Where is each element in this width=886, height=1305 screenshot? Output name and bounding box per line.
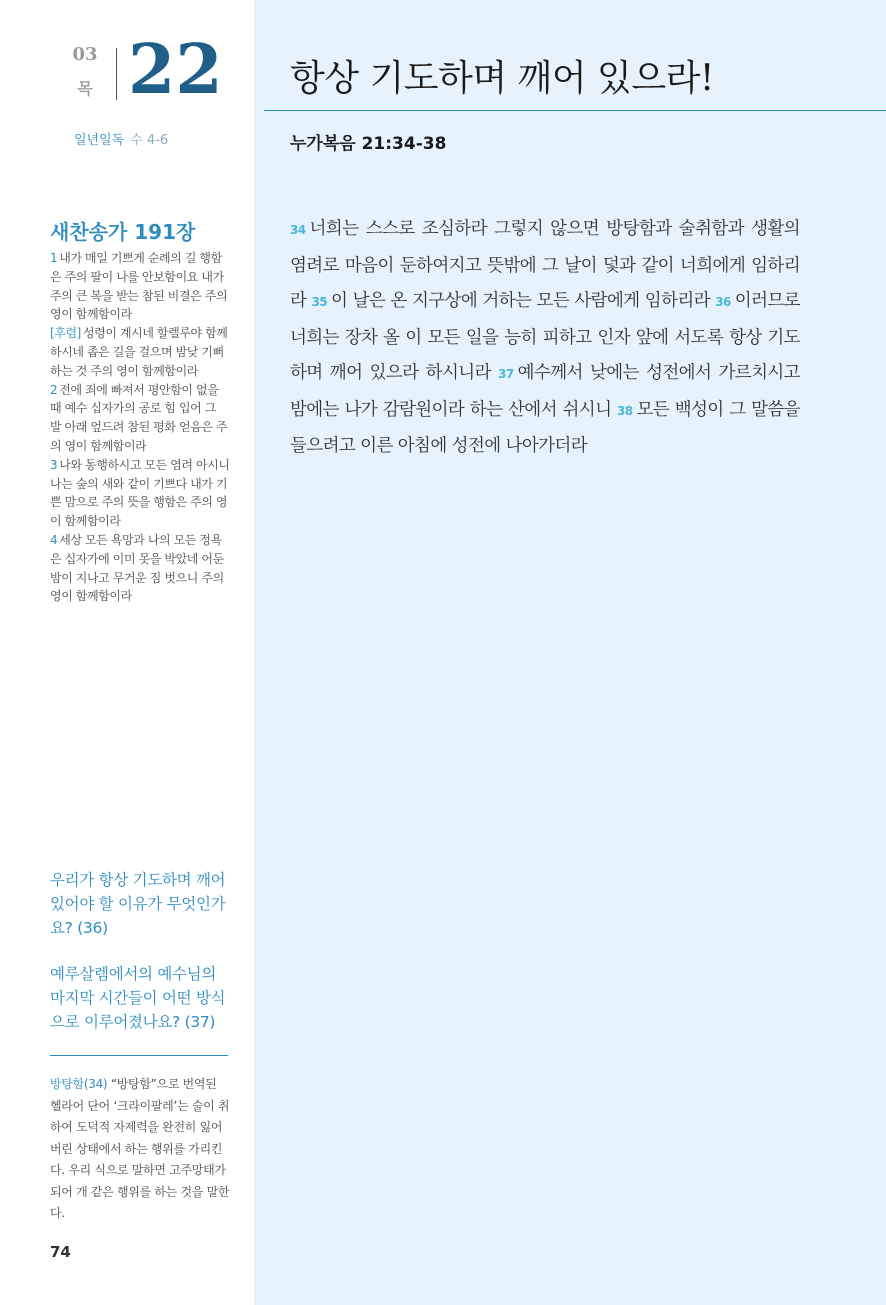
question-1: 우리가 항상 기도하며 깨어 있어야 할 이유가 무엇인가요? (36) [50,871,226,937]
stanza-number: 2 [50,382,58,397]
hymn-stanza [50,456,230,531]
verse-text: 이 날은 온 지구상에 거하는 모든 사람에게 임하리라 [331,291,711,311]
stanza-text: 내가 매일 기쁘게 순례의 길 행함은 주의 팔이 나를 안보함이요 내가 주의 큰 복을 받는 참된 비결은 주의 영이 함께함이라 [50,251,228,322]
date-day: 22 [128,30,223,110]
title-rule [264,110,886,111]
page-title: 항상 기도하며 깨어 있으라! [290,58,714,99]
main-panel [254,0,886,1305]
stanza-text: 성령이 계시네 할렐루야 함께하시네 좁은 길을 걸으며 밤낮 기뻐하는 것 주의 영이 함께함이라 [50,326,228,378]
word-note [50,1074,230,1225]
stanza-text: 전에 죄에 빠져서 평안함이 없을 때 예수 십자가의 공로 힘 입어 그 발 아래 엎드려 참된 평화 얻음은 주의 영이 함께함이라 [50,382,228,453]
note-term: 방탕함(34) [50,1077,108,1091]
page-number: 74 [50,1243,71,1261]
note-divider [50,1055,228,1056]
hymn-stanza [50,531,230,606]
stanza-text: 나와 동행하시고 모든 염려 아시니 나는 숲의 새와 같이 기쁘다 내가 기쁜 맘으로 주의 뜻을 행함은 주의 영이 함께함이라 [50,457,230,529]
verse-text: 너희는 스스로 조심하라 그렇지 않으면 방탕함과 술취함과 생활의 염려로 마음이 둔하여지고 뜻밖에 그 날이 덫과 같이 너희에게 임하리라 [290,219,800,311]
stanza-number: [후렴] [50,326,81,341]
verse-text: 이러므로 너희는 장차 올 이 모든 일을 능히 피하고 인자 앞에 서도록 항상 기도하며 깨어 있으라 하시니라 [290,291,800,383]
scripture-passage [290,212,800,465]
hymn-title: 새찬송가 191장 [50,220,196,244]
stanza-text: 세상 모든 욕망과 나의 모든 정욕은 십자가에 이미 못을 박았네 어둔 밤이 지나고 무거운 짐 벗으니 주의 영이 함께함이라 [50,532,224,604]
reading-plan [74,129,168,148]
hymn-stanza [50,249,230,324]
stanza-number: 3 [50,457,58,472]
stanza-number: 4 [50,532,58,547]
hymn-stanza [50,381,230,456]
reading-plan-value: 수 4-6 [130,133,169,148]
date-weekday: 목 [77,79,93,98]
verse-text: 모든 백성이 그 말씀을 들으려고 이른 아침에 성전에 나아가더라 [290,399,800,456]
scripture-reference: 누가복음 21:34-38 [290,134,447,154]
hymn-stanza [50,324,230,380]
verse-number: 34 [290,223,306,237]
verse-number: 35 [311,295,328,309]
note-text: “방탕함”으로 번역된 헬라어 단어 ‘크라이팔레’는 술이 취하여 도덕적 자제력을 완전히 잃어버린 상태에서 하는 행위를 가리킨다. 우리 식으로 말하면 고주망태가 되어 개 같은 행위를 하는 것을 말한다. [50,1077,230,1220]
verse-number: 38 [617,403,633,418]
reflection-questions [50,868,234,1056]
verse-text: 예수께서 낮에는 성전에서 가르치시고 밤에는 나가 감람원이라 하는 산에서 쉬시니 [290,363,800,420]
verse-number: 36 [715,295,731,309]
hymn-lyrics [50,249,230,606]
reading-plan-label: 일년일독 [74,133,125,148]
date-month: 03 [72,44,98,65]
question-2: 예루살렘에서의 예수님의 마지막 시간들이 어떤 방식으로 이루어졌나요? (37) [50,965,226,1031]
date-divider [116,48,117,100]
verse-number: 37 [498,367,514,381]
stanza-number: 1 [50,251,58,265]
